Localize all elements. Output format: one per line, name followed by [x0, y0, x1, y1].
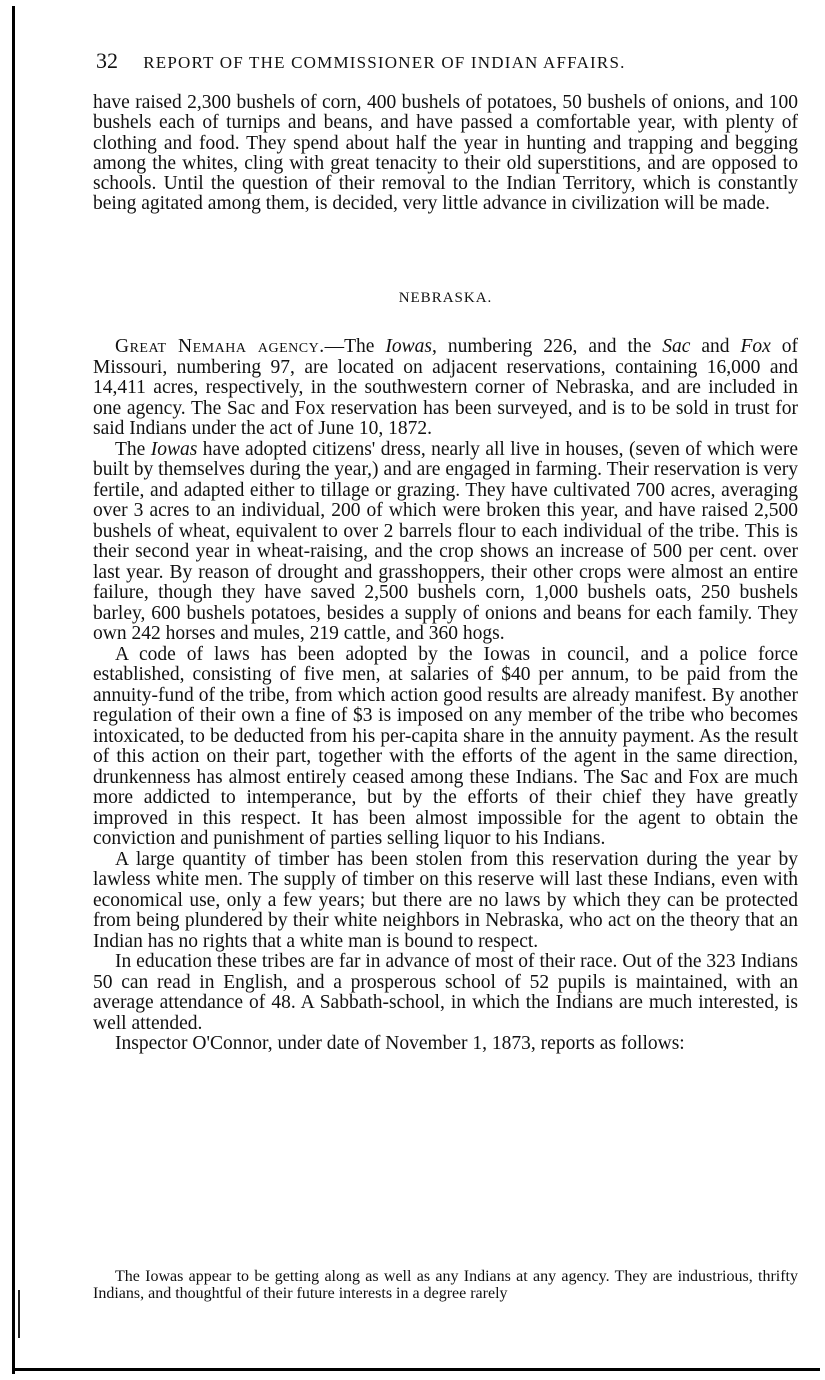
running-title: REPORT OF THE COMMISSIONER OF INDIAN AFFAIRS.	[143, 53, 626, 72]
text-run: have adopted citizens' dress, nearly all live in houses, (seven of which were built by themselves during the year,) and are engaged in farming. Their reservation is very fertile, and adapted either to tillage or grazing. They have cultivated 700 acres, averaging over 3 acres to an individual, 200 of which were broken this year, and have raised 2,500 bushels of wheat, equivalent to over 2 barrels flour to each individual of the tribe. This is their second year in wheat-raising, and the crop shows an increase of 500 per cent. over last year. By reason of drought and grasshoppers, their other crops were almost an entire failure, though they have saved 2,500 bushels corn, 1,000 bushels oats, 250 bushels barley, 600 bushels potatoes, besides a supply of onions and beans for each family. They own 242 horses and mules, 219 cattle, and 360 hogs.	[93, 438, 798, 644]
margin-mark	[18, 1290, 20, 1338]
paragraph-iowas	[93, 440, 798, 645]
page-left-border	[12, 6, 15, 1374]
text-run: of Missouri, numbering 97, are located on adjacent reservations, containing 16,000 and 14,411 acres, respectively, in the southwestern corner of Nebraska, and are included in one agency. The Sac and Fox reservation has been surveyed, and is to be sold in trust for said Indians under the act of June 10, 1872.	[93, 336, 799, 439]
text-run: —The	[324, 336, 386, 357]
paragraph-great-nemaha	[93, 337, 798, 440]
quote-paragraph: The Iowas appear to be getting along as well as any Indians at any agency. They are industrious, thrifty Indians, and thoughtful of their future interests in a degree rarely	[93, 1268, 798, 1302]
running-header	[96, 48, 796, 84]
quoted-report	[93, 1268, 798, 1302]
tribe-name: Sac	[662, 336, 691, 357]
paragraph-code-of-laws: A code of laws has been adopted by the Iowas in council, and a police force established, consisting of five men, at salaries of $40 per annum, to be paid from the annuity-fund of the tribe, from which action good results are already manifest. By another regulation of their own a fine of $3 is imposed on any member of the tribe who becomes intoxicated, to be deducted from his per-capita share in the annuity payment. As the result of this action on their part, together with the efforts of the agent in the same direction, drunkenness has almost entirely ceased among these Indians. The Sac and Fox are much more addicted to intemperance, but by the efforts of their chief they have greatly improved in this respect. It has been almost impossible for the agent to obtain the conviction and punishment of parties selling liquor to his Indians.	[93, 643, 798, 849]
main-text	[93, 337, 798, 1055]
section-heading: NEBRASKA.	[398, 290, 493, 306]
paragraph-inspector: Inspector O'Connor, under date of November 1, 1873, reports as follows:	[115, 1033, 685, 1054]
tribe-name: Iowas	[150, 438, 198, 460]
paragraph-education: In education these tribes are far in advance of most of their race. Out of the 323 Indians 50 can read in English, and a prosperous school of 52 pupils is maintained, with an average attendance of 48. A Sabbath-school, in which the Indians are much interested, is well attended.	[93, 951, 798, 1034]
paragraph-timber: A large quantity of timber has been stolen from this reservation during the year by lawless white men. The supply of timber on this reserve will last these Indians, even with economical use, only a few years; but there are no laws by which they can be protected from being plundered by their white neighbors in Nebraska, who act on the theory that an Indian has no rights that a white man is bound to respect.	[93, 848, 798, 952]
page-bottom-border	[12, 1368, 820, 1371]
tribe-name: Fox	[740, 336, 771, 357]
intro-paragraph: have raised 2,300 bushels of corn, 400 bushels of potatoes, 50 bushels of onions, and 100 bushels each of turnips and beans, and have passed a comfortable year, with plenty of clothing and food. They spend about half the year in hunting and trapping and begging among the whites, cling with great tenacity to their old superstitions, and are opposed to schools. Until the question of their removal to the Indian Territory, which is constantly being agitated among them, is decided, very little advance in civilization will be made.	[93, 92, 798, 215]
page-number: 32	[96, 48, 118, 73]
text-run: The	[115, 438, 151, 460]
intro-block	[93, 93, 798, 215]
agency-name: Great Nemaha agency.	[115, 336, 325, 357]
tribe-name: Iowas	[385, 336, 432, 357]
text-run: and	[690, 336, 741, 357]
text-run: , numbering 226, and the	[432, 336, 663, 357]
